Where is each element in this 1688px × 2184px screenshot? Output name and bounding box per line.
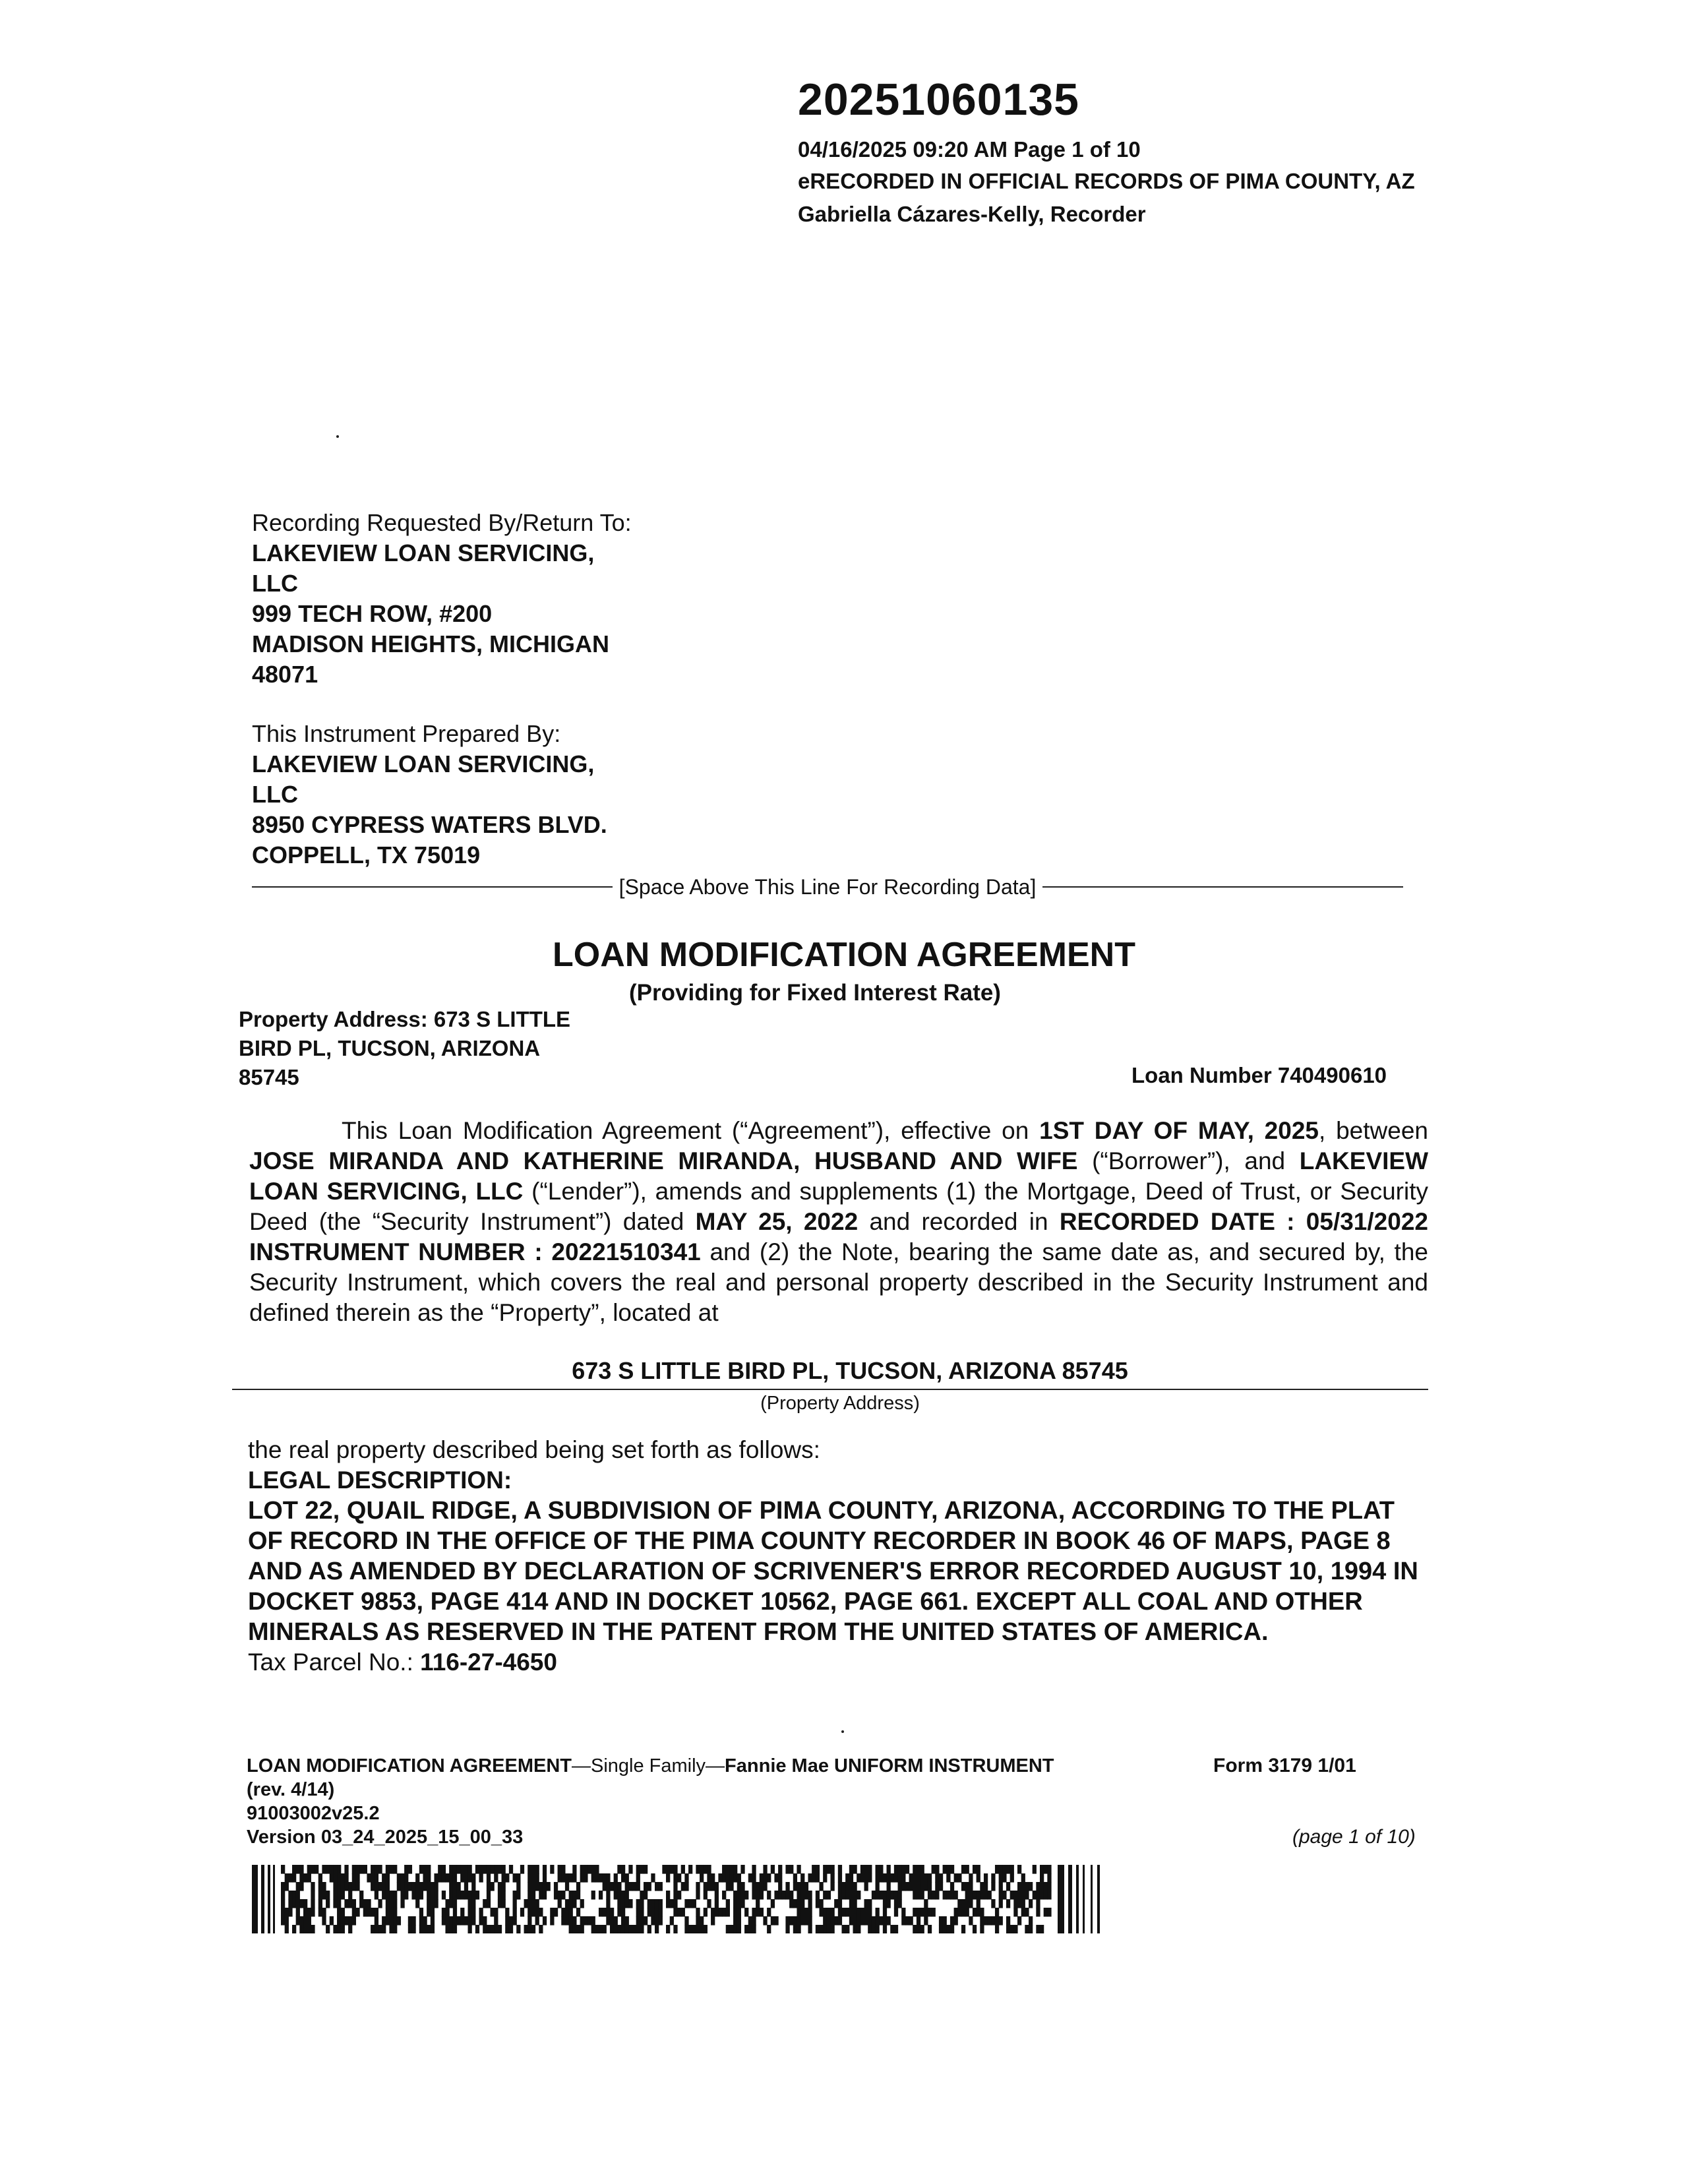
prepared-by-line: 8950 CYPRESS WATERS BLVD.	[252, 811, 607, 838]
divider-rule	[252, 886, 613, 888]
property-address-line: Property Address: 673 S LITTLE	[239, 1007, 571, 1031]
property-address-block	[239, 1005, 570, 1092]
return-to-line: 48071	[252, 661, 318, 688]
prepared-by-line: LLC	[252, 781, 298, 808]
legal-description-text: LOT 22, QUAIL RIDGE, A SUBDIVISION OF PIMA COUNTY, ARIZONA, ACCORDING TO THE PLAT OF RECORD IN THE OFFICE OF THE PIMA COUNTY RECORDER IN BOOK 46 OF MAPS, PAGE 8 AND AS AMENDED BY DECLARATION OF SCRIVENER'S ERROR RECORDED AUGUST 10, 1994 IN DOCKET 9853, PAGE 414 AND IN DOCKET 10562, PAGE 661. EXCEPT ALL COAL AND OTHER MINERALS AS RESERVED IN THE PATENT FROM THE UNITED STATES OF AMERICA.	[248, 1497, 1418, 1646]
footer-code: 91003002v25.2	[247, 1803, 380, 1824]
property-address-line: BIRD PL, TUCSON, ARIZONA	[239, 1036, 541, 1060]
footer-revision: (rev. 4/14)	[247, 1779, 335, 1800]
tax-parcel-label: Tax Parcel No.:	[248, 1649, 421, 1676]
document-number: 20251060135	[798, 75, 1080, 125]
document-subtitle: (Providing for Fixed Interest Rate)	[629, 980, 1001, 1006]
lender-name: LAKEVIEW LOAN SERVICING, LLC	[249, 1147, 1429, 1205]
return-to-block	[252, 508, 632, 690]
prepared-by-label: This Instrument Prepared By:	[252, 720, 561, 747]
property-address-field	[232, 1357, 1428, 1414]
property-address-value: 673 S LITTLE BIRD PL, TUCSON, ARIZONA 85745	[572, 1357, 1128, 1384]
body-text: and recorded in	[858, 1208, 1060, 1235]
return-to-line: 999 TECH ROW, #200	[252, 600, 493, 627]
document-barcode	[252, 1865, 1101, 1933]
prepared-by-block	[252, 719, 607, 870]
document-title: LOAN MODIFICATION AGREEMENT	[553, 936, 1135, 974]
recording-data-divider	[252, 872, 1403, 902]
property-address-caption: (Property Address)	[760, 1393, 920, 1414]
footer-title-part: LOAN MODIFICATION AGREEMENT	[247, 1755, 572, 1776]
instrument-date: MAY 25, 2022	[695, 1208, 859, 1235]
body-text: (“Lender”), amends and supplements (1) the Mortgage, Deed of Trust, or Security Deed (the “Security Instrument”) dated	[249, 1178, 1428, 1235]
borrower-name: JOSE MIRANDA AND KATHERINE MIRANDA, HUSBAND AND WIFE	[249, 1147, 1078, 1174]
return-to-line: LAKEVIEW LOAN SERVICING,	[252, 539, 595, 566]
legal-intro: the real property described being set forth as follows:	[248, 1436, 820, 1463]
recording-datetime: 04/16/2025 09:20 AM Page 1 of 10	[798, 137, 1141, 162]
property-address-line: 85745	[239, 1065, 299, 1089]
legal-description-block	[248, 1435, 1435, 1678]
return-to-line: LLC	[252, 570, 298, 597]
tax-parcel	[248, 1647, 1435, 1678]
footer-version: Version 03_24_2025_15_00_33	[247, 1827, 524, 1848]
recorder-name: Gabriella Cázares-Kelly, Recorder	[798, 202, 1146, 226]
footer-page-number: (page 1 of 10)	[1292, 1826, 1416, 1848]
footer-title-part: —Single Family—	[571, 1755, 725, 1776]
space-above-label: [Space Above This Line For Recording Data]	[618, 874, 1037, 899]
return-to-line: MADISON HEIGHTS, MICHIGAN	[252, 630, 610, 657]
legal-heading: LEGAL DESCRIPTION:	[248, 1467, 512, 1494]
divider-rule	[1042, 886, 1403, 888]
return-to-label: Recording Requested By/Return To:	[252, 509, 632, 536]
page-footer	[247, 1754, 1433, 1849]
footer-form-number: Form 3179 1/01	[1213, 1755, 1356, 1776]
body-text: This Loan Modification Agreement (“Agreement”), effective on	[342, 1117, 1040, 1144]
body-text: , between	[1319, 1117, 1428, 1144]
scan-speck	[841, 1730, 844, 1733]
recording-office: eRECORDED IN OFFICIAL RECORDS OF PIMA COUNTY, AZ	[798, 169, 1415, 193]
body-text: and (2) the Note, bearing the same date as, and secured by, the Security Instrument, which covers the real and personal property described in the Security Instrument and defined therein as the “Property”, located at	[249, 1238, 1428, 1326]
body-text: (“Borrower”), and	[1077, 1147, 1300, 1174]
effective-date: 1ST DAY OF MAY, 2025	[1039, 1117, 1319, 1144]
prepared-by-line: LAKEVIEW LOAN SERVICING,	[252, 750, 595, 777]
loan-number: Loan Number 740490610	[1131, 1063, 1387, 1087]
agreement-paragraph	[249, 1116, 1428, 1328]
recording-reference: RECORDED DATE : 05/31/2022 INSTRUMENT NUMBER : 20221510341	[249, 1208, 1428, 1265]
property-address-rule	[232, 1389, 1428, 1390]
scan-speck	[336, 435, 339, 438]
tax-parcel-number: 116-27-4650	[420, 1649, 557, 1676]
footer-title-part: Fannie Mae UNIFORM INSTRUMENT	[725, 1755, 1054, 1776]
prepared-by-line: COPPELL, TX 75019	[252, 841, 481, 868]
